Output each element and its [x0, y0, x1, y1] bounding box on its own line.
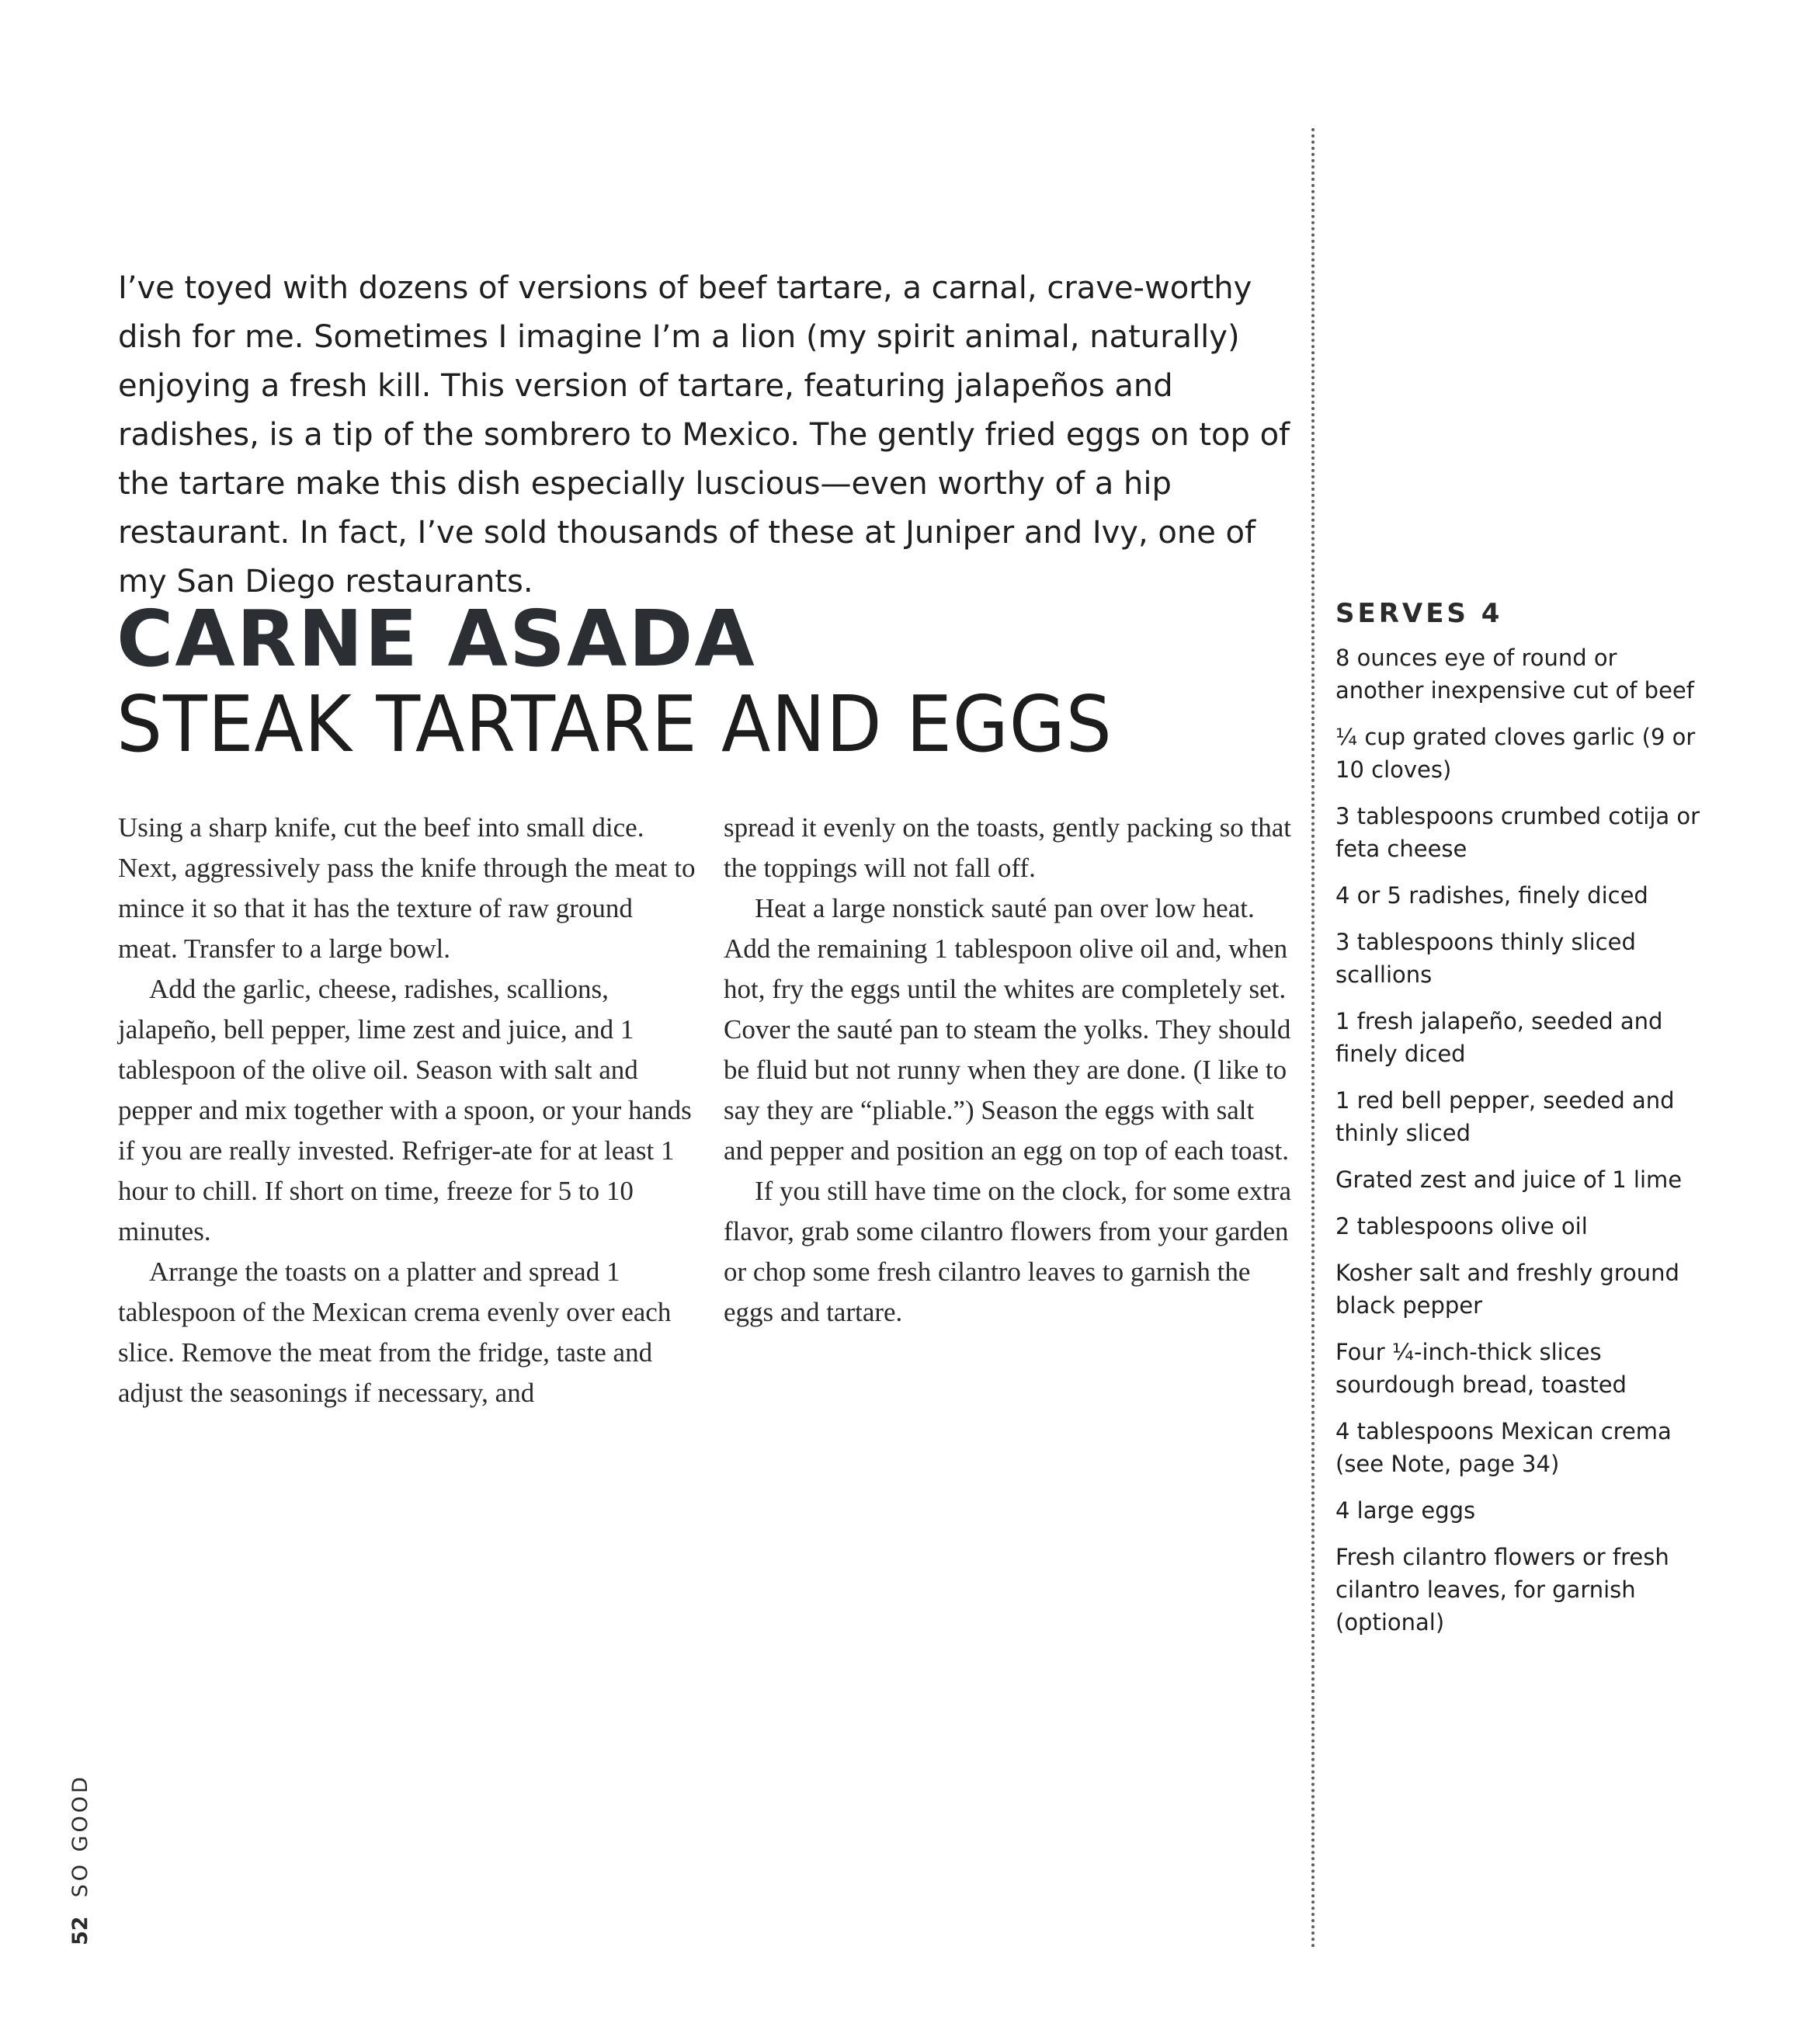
ingredient-item: 3 tablespoons thinly sliced scallions — [1335, 929, 1636, 988]
ingredient-item: 1 red bell pepper, seeded and thinly sliced — [1335, 1087, 1675, 1146]
recipe-title — [116, 593, 1281, 770]
ingredient-item: 4 large eggs — [1335, 1497, 1476, 1524]
instruction-paragraph: spread it evenly on the toasts, gently packing so that the toppings will not fall off. — [724, 812, 1291, 883]
ingredient-item: 8 ounces eye of round or another inexpensive cut of beef — [1335, 645, 1694, 704]
page-number: 52 — [68, 1916, 92, 1945]
instruction-paragraph: Arrange the toasts on a platter and spread 1 tablespoon of the Mexican crema evenly over each slice. Remove the meat from the fridge, taste and adjust the seasonings if necessary, and — [118, 1257, 672, 1408]
ingredient-list — [1335, 641, 1700, 1639]
instructions-column-left — [118, 808, 696, 1413]
ingredient-item: 4 or 5 radishes, finely diced — [1335, 882, 1648, 909]
instruction-paragraph: Add the garlic, cheese, radishes, scallions, jalapeño, bell pepper, lime zest and juice, and 1 tablespoon of the olive oil. Season with salt and pepper and mix together with a spoon, or your hands if you are really invested. Refriger-ate for at least 1 hour to chill. If short on time, freeze for 5 to 10 minutes. — [118, 974, 692, 1246]
ingredient-item: Kosher salt and freshly ground black pepper — [1335, 1260, 1679, 1319]
ingredient-item: 1 fresh jalapeño, seeded and finely diced — [1335, 1008, 1663, 1067]
serves-heading: SERVES 4 — [1335, 598, 1503, 629]
running-title: SO GOOD — [68, 1774, 92, 1898]
ingredient-item: 4 tablespoons Mexican crema (see Note, page 34) — [1335, 1418, 1672, 1477]
dotted-divider — [1311, 128, 1315, 1949]
intro-paragraph: I’ve toyed with dozens of versions of beef tartare, a carnal, crave-worthy dish for me. Sometimes I imagine I’m a lion (my spirit animal, naturally) enjoying a fresh kill. This version of tartare, featuring jalapeños and radishes, is a tip of the sombrero to Mexico. The gently fried eggs on top of the tartare make this dish especially luscious—even worthy of a hip restaurant. In fact, I’ve sold thousands of these at Juniper and Ivy, one of my San Diego restaurants. — [118, 270, 1290, 600]
instructions-column-right — [724, 808, 1298, 1333]
ingredients-sidebar — [1335, 598, 1700, 1653]
ingredient-item: ¼ cup grated cloves garlic (9 or 10 cloves) — [1335, 724, 1696, 783]
instruction-paragraph: Using a sharp knife, cut the beef into small dice. Next, aggressively pass the knife through the meat to mince it so that it has the texture of raw ground meat. Transfer to a large bowl. — [118, 812, 696, 964]
recipe-title-line-2: STEAK TARTARE AND EGGS — [116, 679, 1113, 770]
ingredient-item: 3 tablespoons crumbed cotija or feta cheese — [1335, 803, 1700, 862]
ingredient-item: Four ¼-inch-thick slices sourdough bread, toasted — [1335, 1339, 1627, 1398]
instruction-paragraph: If you still have time on the clock, for some extra flavor, grab some cilantro flowers from your garden or chop some fresh cilantro leaves to garnish the eggs and tartare. — [724, 1176, 1292, 1327]
instruction-paragraph: Heat a large nonstick sauté pan over low heat. Add the remaining 1 tablespoon olive oil and, when hot, fry the eggs until the whites are completely set. Cover the sauté pan to steam the yolks. They should be fluid but not runny when they are done. (I like to say they are “pliable.”) Season the eggs with salt and pepper and position an egg on top of each toast. — [724, 893, 1291, 1166]
page-folio — [68, 1774, 92, 1945]
ingredient-item: Grated zest and juice of 1 lime — [1335, 1166, 1683, 1193]
ingredient-item: 2 tablespoons olive oil — [1335, 1213, 1588, 1239]
recipe-title-line-1: CARNE ASADA — [116, 593, 756, 684]
ingredient-item: Fresh cilantro flowers or fresh cilantro leaves, for garnish (optional) — [1335, 1544, 1669, 1636]
